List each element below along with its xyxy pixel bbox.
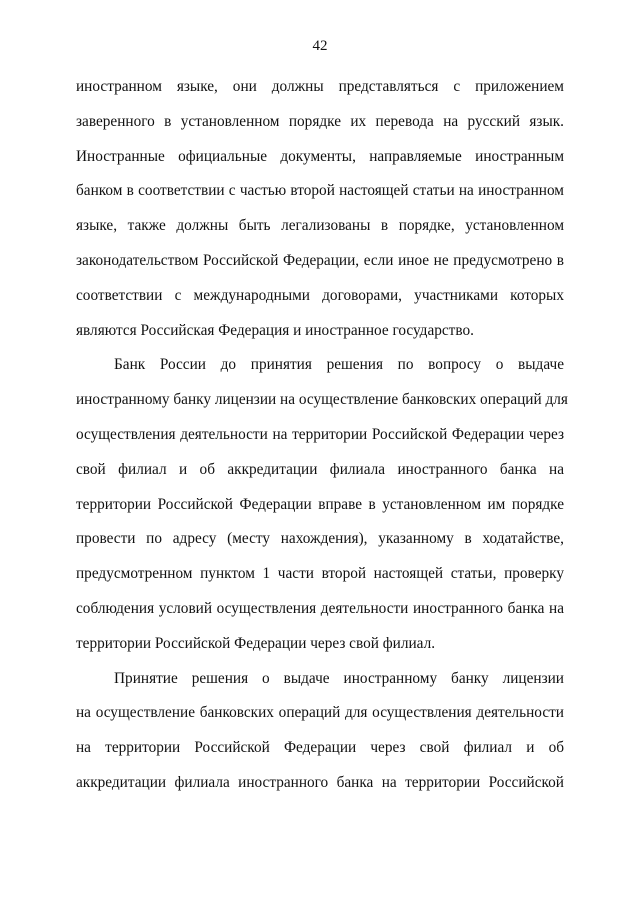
text-line: Банк России до принятия решения по вопросу о выдаче [114,356,564,374]
page-number: 42 [312,38,328,54]
text-line: иностранном языке, они должны представляться с приложением [76,78,564,95]
text-line: на территории Российской Федерации через свой филиал и об [76,739,564,757]
text-line: территории Российской Федерации через свой филиал. [76,634,436,652]
text-line: Иностранные официальные документы, направляемые иностранным [76,147,564,165]
text-line: провести по адресу (месту нахождения), указанному в ходатайстве, [76,530,564,548]
text-line: осуществления деятельности на территории Российской Федерации через [76,425,564,443]
text-line: заверенного в установленном порядке их перевода на русский язык. [76,112,564,130]
text-line: территории Российской Федерации вправе в установленном им порядке [76,495,564,513]
text-line: свой филиал и об аккредитации филиала иностранного банка на [76,460,564,478]
text-line: банком в соответствии с частью второй настоящей статьи на иностранном [76,182,564,200]
document-body [76,73,568,804]
text-line: являются Российская Федерация и иностранное государство. [76,321,474,339]
text-line: иностранному банку лицензии на осуществление банковских операций для [76,391,568,409]
text-line: на осуществление банковских операций для осуществления деятельности [76,704,564,722]
text-line: предусмотренном пунктом 1 части второй настоящей статьи, проверку [76,565,564,583]
text-line: соответствии с международными договорами, участниками которых [76,286,564,304]
text-line: языке, также должны быть легализованы в порядке, установленном [76,217,564,235]
text-line: Принятие решения о выдаче иностранному банку лицензии [114,669,564,687]
text-line: аккредитации филиала иностранного банка на территории Российской [76,773,564,791]
text-line: законодательством Российской Федерации, если иное не предусмотрено в [76,251,564,269]
text-line: соблюдения условий осуществления деятельности иностранного банка на [76,599,564,617]
